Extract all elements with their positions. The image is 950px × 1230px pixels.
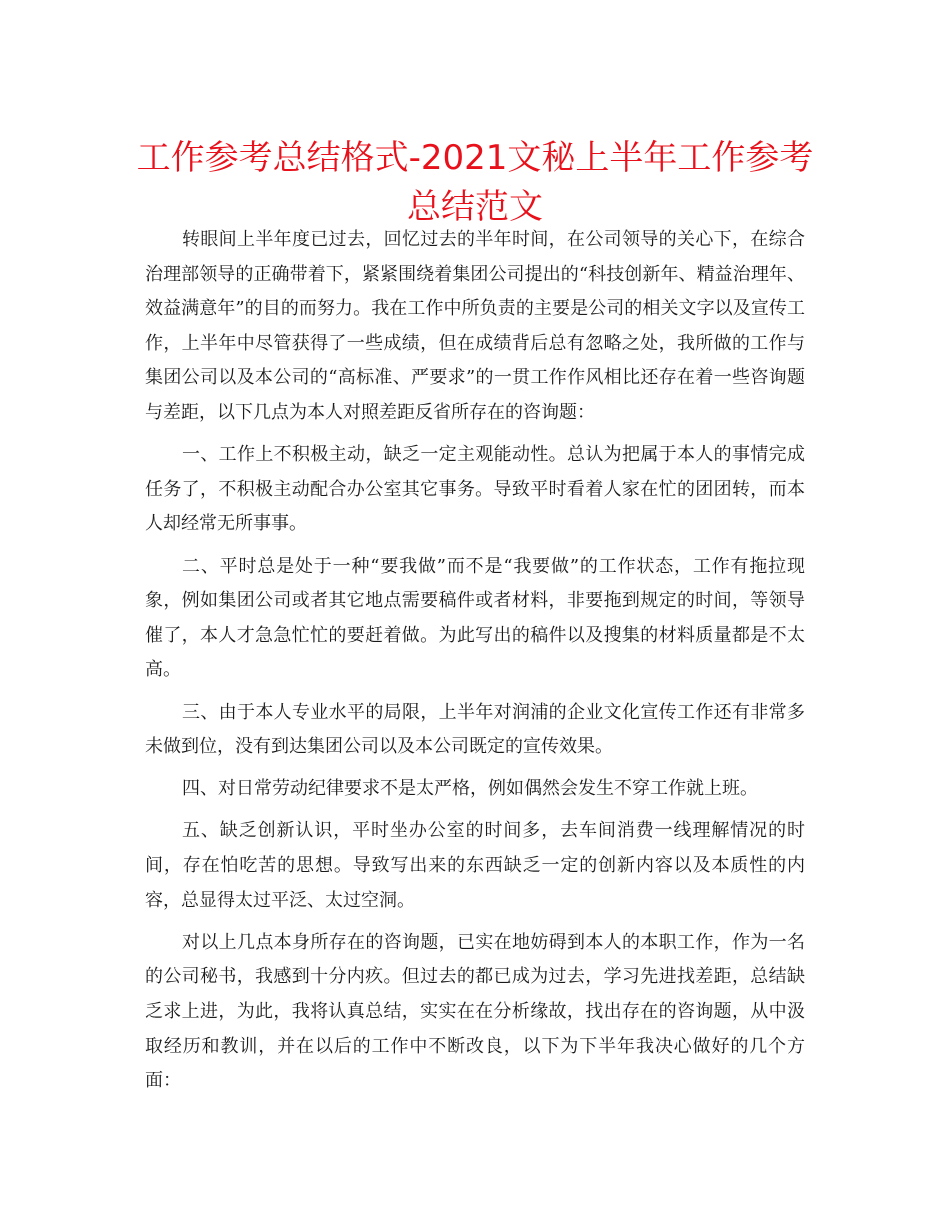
document-body: [145, 223, 805, 1106]
paragraph-issue-5: 五、缺乏创新认识，平时坐办公室的时间多，去车间消费一线理解情况的时间，存在怕吃苦的思想。导致写出来的东西缺乏一定的创新内容以及本质性的内容，总显得太过平泛、太过空洞。: [145, 820, 805, 911]
paragraph-conclusion: 对以上几点本身所存在的咨询题，已实在地妨碍到本人的本职工作，作为一名的公司秘书，我感到十分内疚。但过去的都已成为过去，学习先进找差距，总结缺乏求上进，为此，我将认真总结，实实在在分析缘故，找出存在的咨询题，从中汲取经历和教训，并在以后的工作中不断改良，以下为下半年我决心做好的几个方面：: [145, 931, 805, 1092]
paragraph-issue-1: 一、工作上不积极主动，缺乏一定主观能动性。总认为把属于本人的事情完成任务了，不积极主动配合办公室其它事务。导致平时看着人家在忙的团团转，而本人却经常无所事事。: [145, 444, 805, 535]
document-title: 工作参考总结格式-2021文秘上半年工作参考总结范文: [136, 138, 814, 227]
paragraph-issue-3: 三、由于本人专业水平的局限，上半年对润浦的企业文化宣传工作还有非常多未做到位，没有到达集团公司以及本公司既定的宣传效果。: [145, 701, 805, 758]
paragraph-issue-2: 二、平时总是处于一种“要我做”而不是“我要做”的工作状态，工作有拖拉现象，例如集团公司或者其它地点需要稿件或者材料，非要拖到规定的时间，等领导催了，本人才急急忙忙的要赶着做。为此写出的稿件以及搜集的材料质量都是不太高。: [145, 555, 805, 681]
paragraph-intro: 转眼间上半年度已过去，回忆过去的半年时间，在公司领导的关心下，在综合治理部领导的正确带着下，紧紧围绕着集团公司提出的“科技创新年、精益治理年、效益满意年”的目的而努力。我在工作中所负责的主要是公司的相关文字以及宣传工作，上半年中尽管获得了一些成绩，但在成绩背后总有忽略之处，我所做的工作与集团公司以及本公司的“高标准、严要求”的一贯工作作风相比还存在着一些咨询题与差距，以下几点为本人对照差距反省所存在的咨询题：: [145, 229, 805, 423]
paragraph-issue-4: 四、对日常劳动纪律要求不是太严格，例如偶然会发生不穿工作就上班。: [182, 778, 758, 800]
